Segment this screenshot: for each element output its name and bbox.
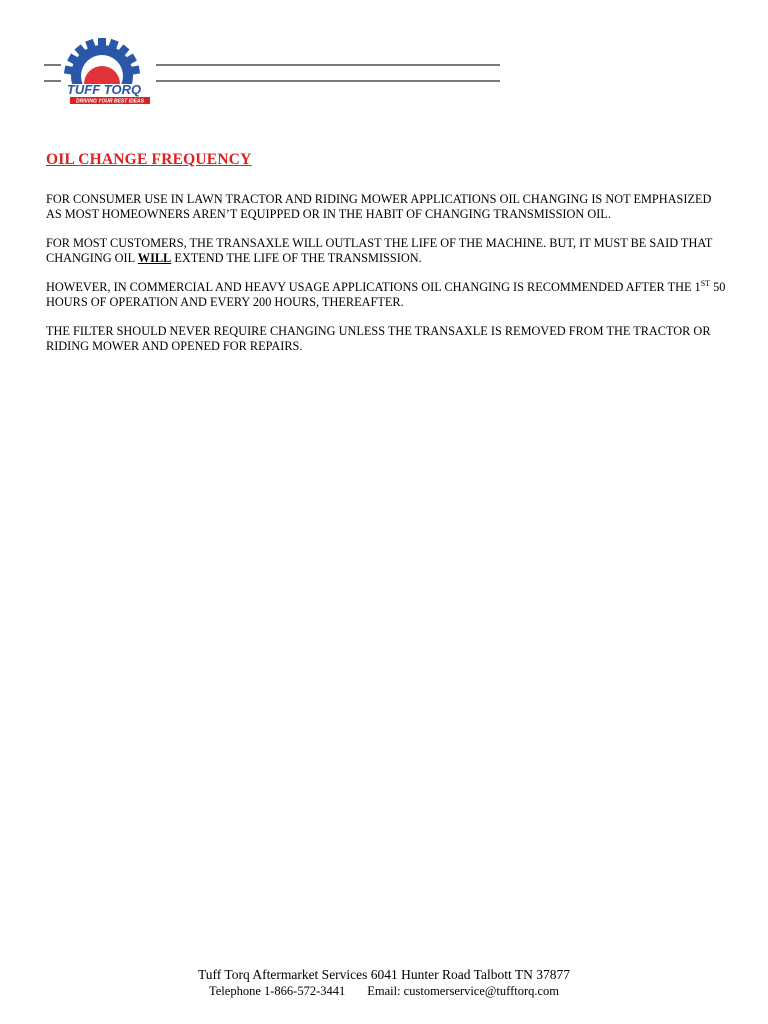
document-body <box>46 192 726 368</box>
paragraph-most-customers <box>46 236 726 266</box>
header-rule-bottom <box>44 80 61 82</box>
paragraph-commercial-use <box>46 280 726 310</box>
page-title: OIL CHANGE FREQUENCY <box>46 151 252 168</box>
footer-telephone: Telephone 1-866-572-3441 <box>208 984 346 998</box>
paragraph-text: HOWEVER, IN COMMERCIAL AND HEAVY USAGE APPLICATIONS OIL CHANGING IS RECOMMENDED AFTER THE 1 <box>46 280 701 294</box>
header-rule-bottom <box>156 80 500 82</box>
emphasis-will: WILL <box>137 251 172 265</box>
logo-wordmark: TUFF TORQ <box>66 82 142 97</box>
header-rule-top <box>156 64 500 66</box>
ordinal-superscript: ST <box>700 278 711 288</box>
paragraph-text: EXTEND THE LIFE OF THE TRANSMISSION. <box>171 251 422 265</box>
header-rule-top <box>44 64 61 66</box>
paragraph-filter: THE FILTER SHOULD NEVER REQUIRE CHANGING UNLESS THE TRANSAXLE IS REMOVED FROM THE TRACTOR OR RIDING MOWER AND OPENED FOR REPAIRS. <box>46 324 711 353</box>
footer-email: Email: customerservice@tufftorq.com <box>367 984 560 998</box>
paragraph-consumer-use: FOR CONSUMER USE IN LAWN TRACTOR AND RIDING MOWER APPLICATIONS OIL CHANGING IS NOT EMPHASIZED AS MOST HOMEOWNERS AREN’T EQUIPPED OR IN THE HABIT OF CHANGING TRANSMISSION OIL. <box>46 192 712 221</box>
paragraph-text: 50 HOURS OF OPERATION AND EVERY 200 HOURS, THEREAFTER. <box>46 280 726 309</box>
paragraph-text: FOR MOST CUSTOMERS, THE TRANSAXLE WILL OUTLAST THE LIFE OF THE MACHINE. BUT, IT MUST BE SAID THAT CHANGING OIL <box>46 236 713 265</box>
logo-tagline: DRIVING YOUR BEST IDEAS <box>76 98 144 105</box>
tuff-torq-logo <box>58 36 158 108</box>
page-header <box>44 36 504 116</box>
footer-address: Tuff Torq Aftermarket Services 6041 Hunter Road Talbott TN 37877 <box>198 967 570 982</box>
footer-contact <box>0 983 768 999</box>
page-footer <box>0 967 768 999</box>
